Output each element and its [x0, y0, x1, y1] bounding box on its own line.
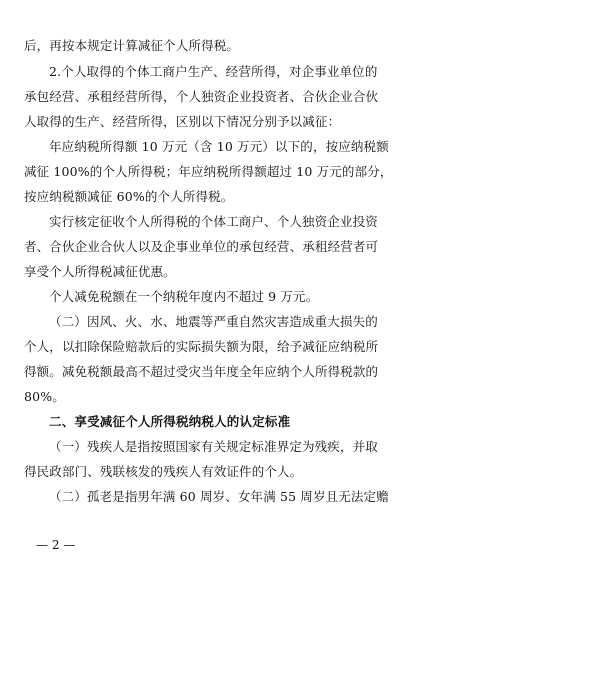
text-line: 减征 100%的个人所得税；年应纳税所得额超过 10 万元的部分， — [24, 164, 393, 179]
text-line: （一）残疾人是指按照国家有关规定标准界定为残疾，并取 — [49, 439, 378, 454]
text-line: （二）因风、火、水、地震等严重自然灾害造成重大损失的 — [49, 314, 378, 329]
text-line: 2.个人取得的个体工商户生产、经营所得，对企事业单位的 — [49, 64, 378, 79]
page-number: — 2 — — [36, 538, 76, 552]
text-line: 得民政部门、残联核发的残疾人有效证件的个人。 — [24, 464, 303, 479]
text-line: 者、合伙企业合伙人以及企事业单位的承包经营、承租经营者可 — [24, 239, 379, 254]
text-line: 享受个人所得税减征优惠。 — [24, 264, 176, 279]
text-line: 承包经营、承租经营所得，个人独资企业投资者、合伙企业合伙 — [24, 89, 379, 104]
text-line: 个人减免税额在一个纳税年度内不超过 9 万元。 — [49, 289, 319, 304]
text-line: 后，再按本规定计算减征个人所得税。 — [24, 38, 240, 53]
text-line: 得额。减免税额最高不超过受灾当年度全年应纳个人所得税款的 — [24, 364, 379, 379]
text-line: 80%。 — [24, 389, 65, 404]
text-line: （二）孤老是指男年满 60 周岁、女年满 55 周岁且无法定赡 — [49, 489, 389, 504]
section-heading: 二、享受减征个人所得税纳税人的认定标准 — [49, 414, 291, 429]
text-line: 个人，以扣除保险赔款后的实际损失额为限，给予减征应纳税所 — [24, 339, 379, 354]
text-line: 年应纳税所得额 10 万元（含 10 万元）以下的，按应纳税额 — [49, 139, 389, 154]
text-line: 实行核定征收个人所得税的个体工商户、个人独资企业投资 — [49, 214, 378, 229]
text-line: 按应纳税额减征 60%的个人所得税。 — [24, 189, 234, 204]
text-line: 人取得的生产、经营所得，区别以下情况分别予以减征： — [24, 114, 341, 129]
